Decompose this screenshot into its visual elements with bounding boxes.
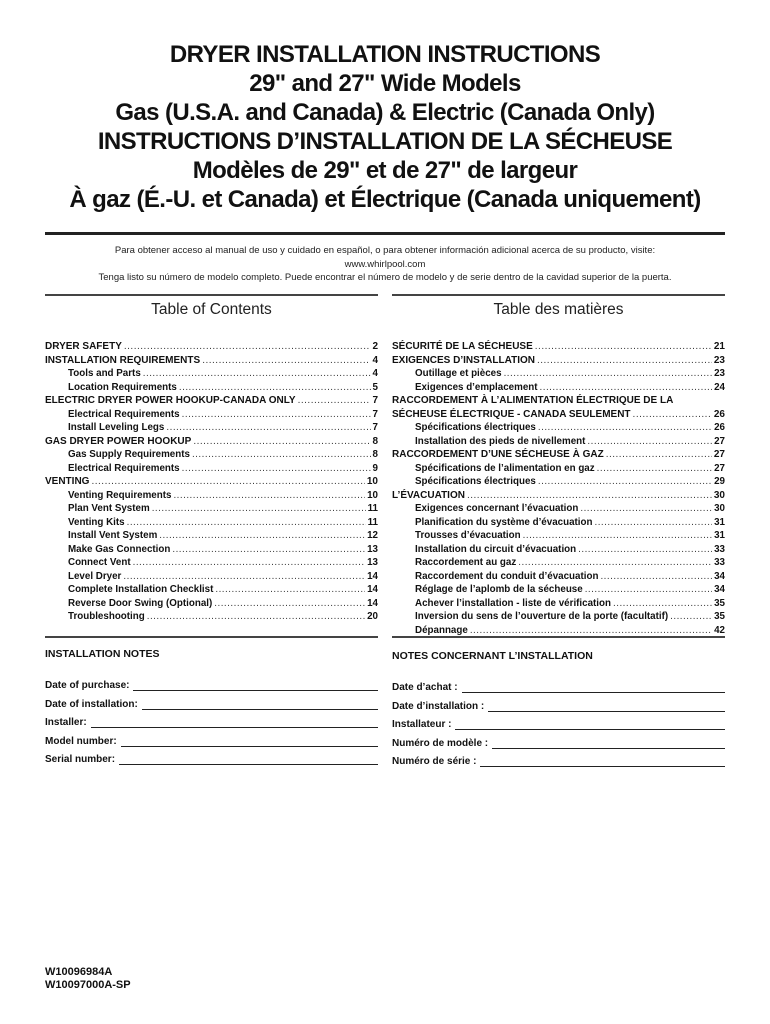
- toc-leader-dots: [133, 556, 365, 570]
- toc-subentry[interactable]: [392, 597, 725, 611]
- toc-leader-dots: [182, 462, 371, 476]
- toc-page-number: 4: [372, 354, 378, 366]
- toc-page-number: 34: [714, 584, 725, 595]
- note-field-label: Date of installation:: [45, 698, 138, 710]
- toc-entry-label: Installation du circuit d’évacuation: [415, 543, 577, 555]
- toc-entry-label: Spécifications électriques: [415, 422, 536, 433]
- toc-entry[interactable]: [392, 489, 725, 503]
- toc-entry-label: Troubleshooting: [68, 611, 145, 622]
- toc-entry-label: GAS DRYER POWER HOOKUP: [45, 435, 192, 447]
- toc-entry-label: Trousses d’évacuation: [415, 530, 521, 541]
- toc-entry-label: VENTING: [45, 476, 90, 487]
- toc-entry[interactable]: [45, 475, 378, 489]
- toc-page-number: 20: [367, 611, 378, 622]
- toc-english: [45, 294, 378, 624]
- intro-url[interactable]: www.whirlpool.com: [344, 258, 426, 270]
- toc-page-number: 34: [714, 570, 725, 582]
- toc-subentry[interactable]: [45, 610, 378, 624]
- toc-subentry[interactable]: [392, 502, 725, 516]
- intro-line-1: Para obtener acceso al manual de uso y cuidado en español, o para obtener información adicional acerca de su producto, visite:: [114, 245, 656, 256]
- note-field: [392, 675, 725, 693]
- toc-subentry[interactable]: [45, 597, 378, 611]
- toc-entry-label: RACCORDEMENT À L’ALIMENTATION ÉLECTRIQUE DE LA: [392, 395, 674, 406]
- title-line-3: Gas (U.S.A. and Canada) & Electric (Canada Only): [115, 99, 655, 126]
- title-divider: [45, 232, 725, 235]
- toc-rule: [45, 294, 378, 296]
- toc-entry-label: Dépannage: [415, 624, 468, 636]
- toc-leader-dots: [585, 583, 712, 597]
- part-number: W10097000A-SP: [45, 979, 131, 991]
- toc-entry[interactable]: [392, 448, 725, 462]
- toc-subentry[interactable]: [45, 529, 378, 543]
- toc-entry-label: Réglage de l’aplomb de la sécheuse: [415, 584, 583, 595]
- toc-page-number: 11: [367, 516, 378, 528]
- toc-page-number: 10: [366, 476, 378, 487]
- note-field-blank-line[interactable]: [119, 755, 378, 765]
- toc-heading: Table of Contents: [151, 301, 272, 318]
- toc-leader-dots: [172, 543, 365, 557]
- toc-entry[interactable]: [392, 394, 725, 408]
- toc-leader-dots: [594, 516, 712, 530]
- toc-leader-dots: [192, 448, 371, 462]
- toc-page-number: 35: [714, 611, 725, 622]
- toc-page-number: 8: [372, 435, 378, 447]
- toc-leader-dots: [633, 408, 712, 422]
- toc-page-number: 31: [714, 516, 725, 528]
- toc-entry[interactable]: [392, 340, 725, 354]
- note-field-blank-line[interactable]: [142, 700, 378, 710]
- toc-subentry[interactable]: [392, 475, 725, 489]
- toc-entry-label: Outillage et pièces: [415, 368, 502, 379]
- toc-subentry[interactable]: [45, 502, 378, 516]
- toc-entry-label: Achever l’installation - liste de vérification: [415, 597, 611, 609]
- toc-page-number: 7: [372, 408, 378, 420]
- toc-leader-dots: [159, 529, 365, 543]
- toc-leader-dots: [152, 502, 366, 516]
- toc-page-number: 5: [372, 381, 378, 393]
- note-field-label: Date of purchase:: [45, 680, 130, 691]
- toc-subentry[interactable]: [392, 516, 725, 530]
- toc-leader-dots: [597, 462, 712, 476]
- toc-subentry[interactable]: [392, 610, 725, 624]
- toc-subentry[interactable]: [45, 570, 378, 584]
- toc-subentry[interactable]: [45, 367, 378, 381]
- toc-leader-dots: [538, 421, 712, 435]
- note-field: [392, 749, 725, 767]
- note-field-label: Serial number:: [45, 754, 116, 765]
- toc-leader-dots: [143, 367, 371, 381]
- toc-page-number: 30: [713, 489, 725, 501]
- toc-entry-label: DRYER SAFETY: [45, 341, 122, 352]
- toc-leader-dots: [467, 489, 712, 503]
- title-line-2: 29" and 27" Wide Models: [249, 70, 521, 97]
- toc-leader-dots: [298, 394, 371, 408]
- notes-fields: [392, 675, 725, 767]
- toc-page-number: 4: [372, 368, 378, 379]
- toc-entry-label: L’ÉVACUATION: [392, 489, 465, 501]
- toc-entry-label: Exigences concernant l’évacuation: [415, 503, 579, 514]
- intro-line-3: Tenga listo su número de modelo completo. Puede encontrar el número de modelo y de serie dentro de la cavidad superior de la puerta.: [98, 272, 672, 283]
- notes-heading: INSTALLATION NOTES: [45, 648, 160, 660]
- toc-entry-label: Inversion du sens de l’ouverture de la porte (facultatif): [415, 611, 669, 622]
- toc-leader-dots: [202, 354, 370, 368]
- toc-entry-label: Tools and Parts: [68, 368, 141, 379]
- toc-entry-label: EXIGENCES D’INSTALLATION: [392, 354, 535, 366]
- toc-subentry[interactable]: [45, 583, 378, 597]
- toc-subentry[interactable]: [45, 489, 378, 503]
- note-field: [392, 694, 725, 712]
- toc-french: [392, 294, 725, 637]
- toc-page-number: 14: [367, 570, 378, 582]
- toc-leader-dots: [166, 421, 370, 435]
- toc-entry-label: Make Gas Connection: [68, 543, 171, 555]
- toc-entry-label: INSTALLATION REQUIREMENTS: [45, 354, 201, 366]
- toc-entry-label: Raccordement au gaz: [415, 557, 517, 568]
- toc-entry-label: Gas Supply Requirements: [68, 449, 190, 460]
- toc-page-number: 27: [714, 462, 725, 474]
- toc-page-number: 30: [714, 503, 725, 514]
- toc-subentry[interactable]: [45, 516, 378, 530]
- toc-leader-dots: [600, 570, 712, 584]
- toc-entry-label: Electrical Requirements: [68, 462, 180, 474]
- note-field: [392, 712, 725, 730]
- toc-entry[interactable]: [45, 354, 378, 368]
- toc-leader-dots: [537, 354, 712, 368]
- toc-page-number: 13: [367, 557, 378, 568]
- note-field-blank-line[interactable]: [488, 702, 725, 712]
- note-field: [45, 747, 378, 765]
- note-field-label: Date d’installation :: [392, 700, 485, 712]
- toc-page-number: 31: [714, 530, 725, 541]
- part-number: W10096984A: [45, 966, 113, 978]
- toc-page-number: 7: [372, 395, 378, 406]
- note-field: [45, 710, 378, 728]
- note-field-blank-line[interactable]: [133, 681, 378, 691]
- note-field-blank-line[interactable]: [121, 737, 378, 747]
- toc-list: [45, 340, 378, 624]
- toc-entry-label: Venting Kits: [68, 516, 125, 528]
- notes-rule: [45, 636, 378, 638]
- toc-page-number: 26: [713, 408, 725, 420]
- toc-entry-label: Complete Installation Checklist: [68, 584, 214, 595]
- notes-rule: [392, 636, 725, 638]
- toc-page-number: 7: [372, 422, 378, 433]
- toc-entry[interactable]: [392, 408, 725, 422]
- toc-leader-dots: [613, 597, 712, 611]
- toc-heading: Table des matières: [493, 301, 624, 318]
- note-field-label: Numéro de modèle :: [392, 737, 489, 749]
- spanish-intro: [45, 244, 725, 285]
- note-field: [392, 731, 725, 749]
- title-line-1: DRYER INSTALLATION INSTRUCTIONS: [169, 41, 601, 68]
- toc-subentry[interactable]: [392, 435, 725, 449]
- toc-subentry[interactable]: [45, 448, 378, 462]
- toc-leader-dots: [91, 475, 364, 489]
- toc-entry-label: Reverse Door Swing (Optional): [68, 597, 213, 609]
- toc-leader-dots: [173, 489, 365, 503]
- toc-subentry[interactable]: [45, 421, 378, 435]
- toc-leader-dots: [182, 408, 371, 422]
- note-field-label: Numéro de série :: [392, 756, 477, 767]
- note-field-label: Installateur :: [392, 719, 452, 730]
- note-field-blank-line[interactable]: [455, 720, 725, 730]
- toc-leader-dots: [504, 367, 713, 381]
- toc-leader-dots: [535, 340, 712, 354]
- toc-entry-label: RACCORDEMENT D’UNE SÉCHEUSE À GAZ: [392, 449, 604, 460]
- toc-page-number: 8: [372, 449, 378, 460]
- toc-page-number: 13: [367, 543, 378, 555]
- note-field-blank-line[interactable]: [480, 757, 725, 767]
- toc-entry[interactable]: [392, 354, 725, 368]
- toc-leader-dots: [123, 570, 365, 584]
- note-field: [45, 673, 378, 691]
- toc-entry-label: Install Leveling Legs: [68, 422, 165, 433]
- toc-page-number: 24: [714, 381, 725, 393]
- toc-leader-dots: [215, 583, 365, 597]
- note-field-label: Date d’achat :: [392, 682, 458, 693]
- toc-leader-dots: [214, 597, 365, 611]
- toc-subentry[interactable]: [45, 462, 378, 476]
- toc-page-number: 27: [713, 449, 725, 460]
- toc-subentry[interactable]: [45, 556, 378, 570]
- toc-subentry[interactable]: [392, 462, 725, 476]
- toc-page-number: 35: [714, 597, 725, 609]
- title-line-4: INSTRUCTIONS D’INSTALLATION DE LA SÉCHEUSE: [97, 128, 673, 155]
- toc-leader-dots: [124, 340, 371, 354]
- toc-subentry[interactable]: [45, 381, 378, 395]
- toc-page-number: 10: [367, 489, 378, 501]
- toc-entry-label: SÉCHEUSE ÉLECTRIQUE - CANADA SEULEMENT: [392, 408, 631, 420]
- note-field-blank-line[interactable]: [492, 739, 725, 749]
- document-part-numbers: [45, 966, 131, 992]
- installation-notes-french: [392, 636, 725, 768]
- toc-page-number: 33: [714, 543, 725, 555]
- toc-page-number: 23: [714, 368, 725, 379]
- toc-leader-dots: [578, 543, 712, 557]
- note-field-label: Installer:: [45, 717, 87, 728]
- toc-entry-label: Level Dryer: [68, 570, 122, 582]
- toc-page-number: 11: [367, 503, 378, 514]
- toc-leader-dots: [179, 381, 371, 395]
- toc-entry-label: Planification du système d’évacuation: [415, 516, 593, 528]
- toc-leader-dots: [580, 502, 712, 516]
- toc-subentry[interactable]: [392, 570, 725, 584]
- toc-entry-label: Plan Vent System: [68, 503, 150, 514]
- notes-fields: [45, 673, 378, 765]
- toc-leader-dots: [518, 556, 712, 570]
- toc-list: [392, 340, 725, 637]
- toc-subentry[interactable]: [392, 529, 725, 543]
- toc-page-number: 26: [714, 422, 725, 433]
- toc-entry-label: Location Requirements: [68, 381, 177, 393]
- toc-entry-label: Exigences d’emplacement: [415, 381, 538, 393]
- toc-subentry[interactable]: [392, 381, 725, 395]
- toc-leader-dots: [523, 529, 712, 543]
- toc-leader-dots: [606, 448, 712, 462]
- toc-entry-label: SÉCURITÉ DE LA SÉCHEUSE: [392, 341, 533, 352]
- note-field-label: Model number:: [45, 735, 117, 747]
- toc-leader-dots: [470, 624, 712, 638]
- toc-entry[interactable]: [45, 435, 378, 449]
- toc-page-number: 42: [714, 624, 725, 636]
- toc-leader-dots: [147, 610, 365, 624]
- toc-subentry[interactable]: [392, 556, 725, 570]
- toc-leader-dots: [670, 610, 712, 624]
- toc-entry-label: Venting Requirements: [68, 489, 172, 501]
- toc-entry-label: Spécifications de l’alimentation en gaz: [415, 462, 595, 474]
- toc-leader-dots: [540, 381, 713, 395]
- toc-rule: [392, 294, 725, 296]
- toc-subentry[interactable]: [392, 543, 725, 557]
- installation-notes-english: [45, 636, 378, 766]
- toc-entry-label: ELECTRIC DRYER POWER HOOKUP-CANADA ONLY: [45, 395, 296, 406]
- note-field: [45, 729, 378, 747]
- toc-subentry[interactable]: [392, 624, 725, 638]
- toc-page-number: 12: [367, 530, 378, 541]
- toc-entry[interactable]: [45, 340, 378, 354]
- toc-subentry[interactable]: [45, 408, 378, 422]
- toc-page-number: 21: [713, 341, 725, 352]
- toc-entry-label: Connect Vent: [68, 557, 131, 568]
- toc-entry-label: Install Vent System: [68, 530, 158, 541]
- toc-entry-label: Installation des pieds de nivellement: [415, 435, 586, 447]
- toc-entry-label: Electrical Requirements: [68, 408, 180, 420]
- toc-page-number: 14: [367, 584, 378, 595]
- document-title: [0, 40, 770, 214]
- toc-leader-dots: [587, 435, 712, 449]
- toc-subentry[interactable]: [392, 367, 725, 381]
- note-field-blank-line[interactable]: [91, 718, 378, 728]
- toc-page-number: 2: [372, 341, 378, 352]
- toc-entry-label: Raccordement du conduit d’évacuation: [415, 570, 599, 582]
- toc-page-number: 33: [714, 557, 725, 568]
- toc-page-number: 9: [372, 462, 378, 474]
- toc-leader-dots: [193, 435, 370, 449]
- toc-page-number: 29: [714, 476, 725, 487]
- toc-subentry[interactable]: [45, 543, 378, 557]
- toc-page-number: 14: [367, 597, 378, 609]
- toc-subentry[interactable]: [392, 421, 725, 435]
- toc-entry-label: Spécifications électriques: [415, 476, 536, 487]
- note-field: [45, 692, 378, 710]
- toc-page-number: 27: [714, 435, 725, 447]
- toc-leader-dots: [538, 475, 712, 489]
- toc-subentry[interactable]: [392, 583, 725, 597]
- note-field-blank-line[interactable]: [462, 683, 725, 693]
- title-line-5: Modèles de 29" et de 27" de largeur: [192, 157, 578, 184]
- notes-heading: NOTES CONCERNANT L’INSTALLATION: [392, 650, 593, 662]
- toc-entry[interactable]: [45, 394, 378, 408]
- toc-leader-dots: [127, 516, 366, 530]
- toc-page-number: 23: [713, 354, 725, 366]
- title-line-6: À gaz (É.-U. et Canada) et Électrique (Canada uniquement): [69, 186, 701, 213]
